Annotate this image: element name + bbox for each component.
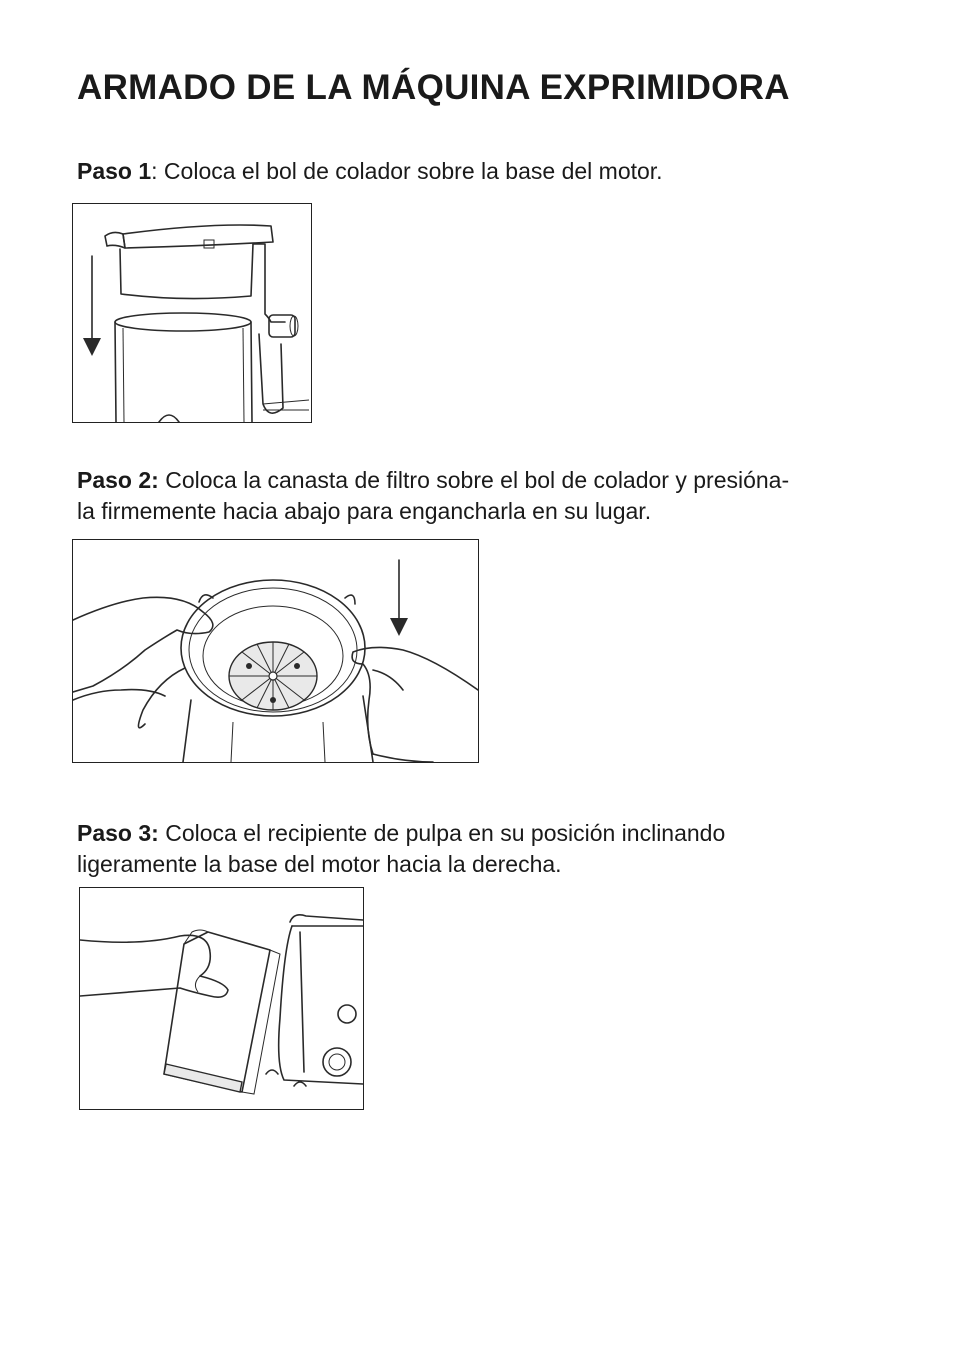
step-3-label: Paso 3: — [77, 820, 159, 846]
step-1-figure — [72, 203, 312, 423]
step-3-line-2: ligeramente la base del motor hacia la derecha. — [77, 851, 562, 877]
step-1-text — [77, 155, 663, 187]
step-3-text — [77, 817, 725, 849]
filter-basket-press-down-illustration — [73, 540, 478, 762]
step-3-figure — [79, 887, 364, 1110]
strainer-bowl-onto-motor-base-illustration — [73, 204, 311, 422]
arrowhead-icon — [390, 618, 408, 636]
arrowhead-icon — [83, 338, 101, 356]
step-1-line-1: : Coloca el bol de colador sobre la base del motor. — [151, 158, 663, 184]
step-3-line-1: Coloca el recipiente de pulpa en su posición inclinando — [158, 820, 726, 846]
page-title: ARMADO DE LA MÁQUINA EXPRIMIDORA — [77, 68, 790, 107]
step-2-line-1: Coloca la canasta de filtro sobre el bol de colador y presióna- — [158, 467, 790, 493]
step-2-line-2: la firmemente hacia abajo para engancharla en su lugar. — [77, 498, 652, 524]
step-2-text — [77, 464, 789, 496]
step-2-label: Paso 2: — [77, 467, 159, 493]
step-1-label: Paso 1 — [77, 158, 152, 184]
pulp-container-placement-illustration — [80, 888, 363, 1109]
step-2-figure — [72, 539, 479, 763]
